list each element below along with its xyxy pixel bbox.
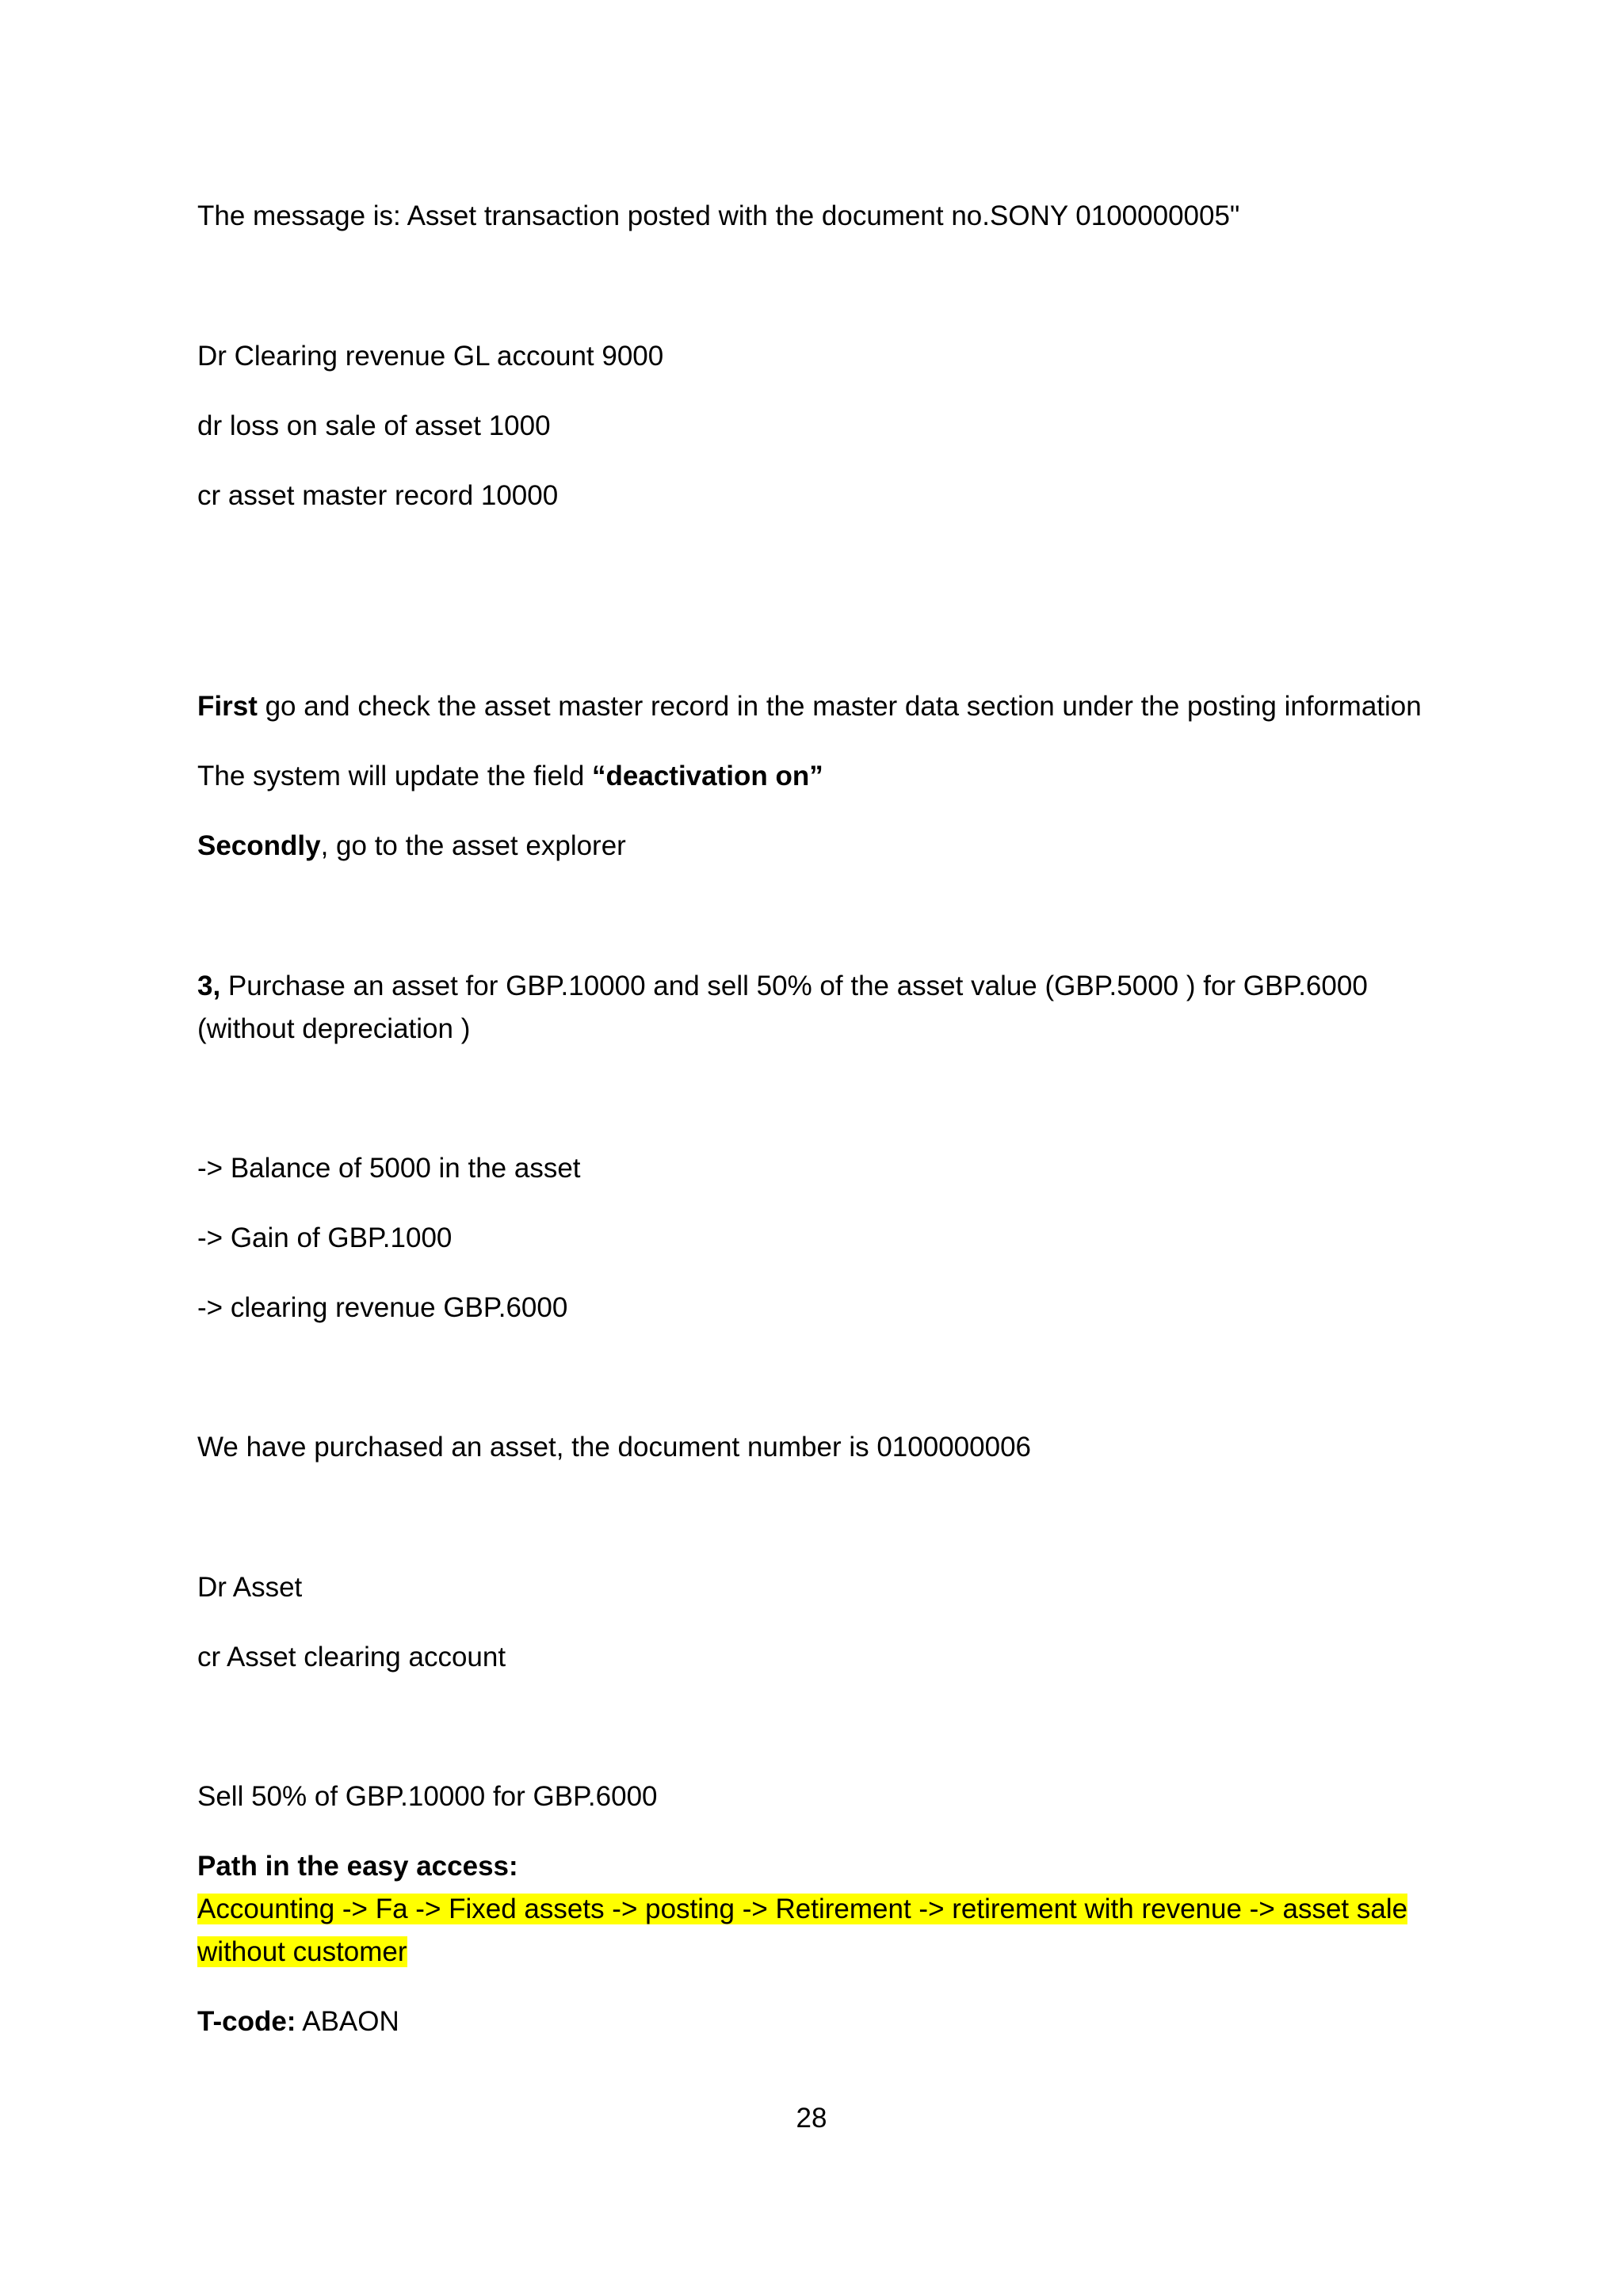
item-3-continuation: (without depreciation ) (197, 1013, 471, 1044)
dr-asset-line: Dr Asset (197, 1572, 303, 1603)
tcode-label: T-code: (197, 2006, 296, 2037)
gain-line: -> Gain of GBP.1000 (197, 1222, 453, 1253)
purchased-line: We have purchased an asset, the document number is 0100000006 (197, 1432, 1031, 1463)
first-label: First (197, 691, 258, 722)
cr-asset-clearing-line: cr Asset clearing account (197, 1642, 506, 1672)
system-update-text: The system will update the field (197, 761, 593, 791)
secondly-text: , go to the asset explorer (320, 830, 626, 861)
dr-loss-line: dr loss on sale of asset 1000 (197, 410, 551, 441)
item-3-line (197, 965, 1368, 1008)
path-highlight-2: without customer (197, 1936, 407, 1967)
clearing-revenue-line: -> clearing revenue GBP.6000 (197, 1292, 568, 1323)
first-step-line (197, 685, 1422, 728)
tcode-value: ABAON (296, 2006, 399, 2037)
item-3-text: Purchase an asset for GBP.10000 and sell 50% of the asset value (GBP.5000 ) for GBP.6000 (220, 971, 1368, 1001)
first-text: go and check the asset master record in the master data section under the posting information (257, 691, 1422, 722)
page-number: 28 (796, 2103, 827, 2134)
item-3-number: 3, (197, 971, 221, 1001)
path-line-2 (197, 1931, 407, 1974)
secondly-step-line (197, 825, 626, 868)
cr-master-line: cr asset master record 10000 (197, 480, 559, 511)
message-line: The message is: Asset transaction posted with the document no.SONY 0100000005" (197, 200, 1240, 231)
system-update-line (197, 755, 823, 798)
balance-line: -> Balance of 5000 in the asset (197, 1153, 581, 1184)
path-line-1 (197, 1888, 1407, 1931)
tcode-line (197, 2000, 399, 2043)
path-label: Path in the easy access: (197, 1851, 518, 1882)
dr-clearing-line: Dr Clearing revenue GL account 9000 (197, 341, 664, 372)
sell-line: Sell 50% of GBP.10000 for GBP.6000 (197, 1781, 658, 1812)
deactivation-field-name: “deactivation on” (592, 761, 823, 791)
secondly-label: Secondly (197, 830, 321, 861)
path-highlight-1: Accounting -> Fa -> Fixed assets -> posting -> Retirement -> retirement with revenue -> asset sale (197, 1894, 1408, 1924)
